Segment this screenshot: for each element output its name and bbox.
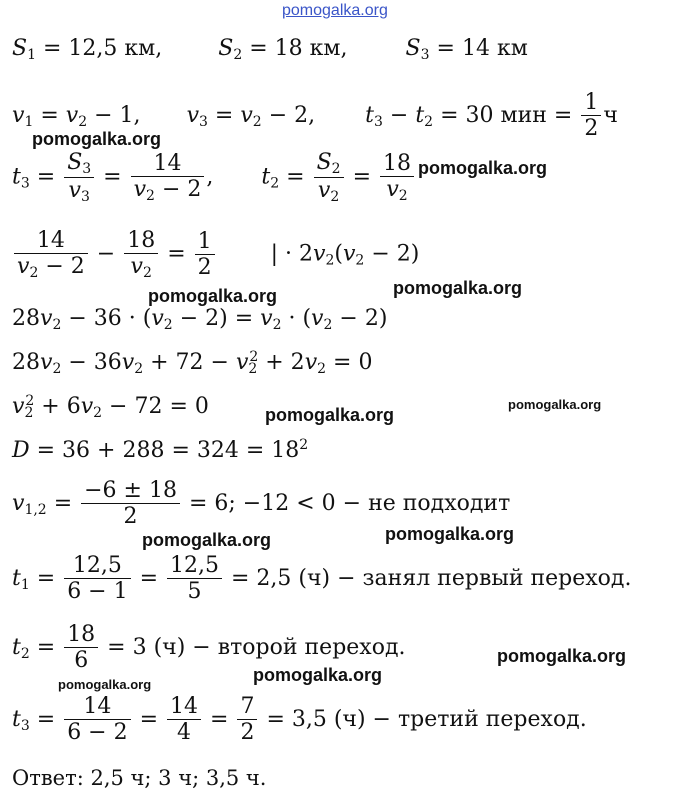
watermark: pomogalka.org bbox=[253, 665, 383, 685]
watermark: pomogalka.org bbox=[58, 677, 152, 692]
line-discriminant: $D = 36 + 288 = 324 = 18^2$ bbox=[12, 437, 309, 463]
watermark: pomogalka.org bbox=[32, 129, 162, 149]
line-t2: $t_2$ = $\frac{18}{6}$ = 3 (ч) − второй переход. bbox=[12, 622, 406, 674]
watermark: pomogalka.org bbox=[148, 286, 278, 306]
line-expanded-2: $28v_2 - 36v_2 + 72 - v_2^2 + 2v_2 = 0$ bbox=[12, 349, 373, 377]
line-given-speeds: $v_1 = v_2 - 1$, $v_3 = v_2 - 2$, $t_3 - t_2 = 30$ мин = $\frac{1}{2}$ ч bbox=[12, 90, 618, 142]
line-expanded-1: $28v_2 - 36 \cdot (v_2 - 2) = v_2 \cdot (v_2 - 2)$ bbox=[12, 306, 388, 333]
fraction-half: $\frac{1}{2}$ bbox=[581, 90, 601, 142]
line-time-expressions: $t_3$ = $\frac{S_3}{v_3}$ = $\frac{14}{v_2 - 2}$ , $t_2$ = $\frac{S_2}{v_2}$ = $\frac{18}{v_2}$ bbox=[12, 150, 416, 205]
answer-line: Ответ: 2,5 ч; 3 ч; 3,5 ч. bbox=[12, 766, 267, 790]
watermark: pomogalka.org bbox=[393, 278, 523, 298]
watermark: pomogalka.org bbox=[508, 397, 602, 412]
line-given-distances: $S_1 = 12,5$ км, $S_2 = 18$ км, $S_3 = 14$ км bbox=[12, 36, 528, 63]
line-t3: $t_3$ = $\frac{14}{6 - 2}$ = $\frac{14}{4}$ = $\frac{7}{2}$ = 3,5 (ч) − третий переход. bbox=[12, 694, 587, 746]
watermark: pomogalka.org bbox=[497, 646, 627, 666]
watermark: pomogalka.org bbox=[385, 524, 515, 544]
watermark-top[interactable]: pomogalka.org bbox=[282, 2, 388, 19]
watermark: pomogalka.org bbox=[142, 530, 272, 550]
line-t1: $t_1$ = $\frac{12,5}{6 - 1}$ = $\frac{12,5}{5}$ = 2,5 (ч) − занял первый переход. bbox=[12, 553, 632, 605]
watermark: pomogalka.org bbox=[418, 158, 548, 178]
watermark: pomogalka.org bbox=[265, 405, 395, 425]
line-equation: $\frac{14}{v_2 - 2}$ − $\frac{18}{v_2}$ = $\frac{1}{2}$ | · $2v_2(v_2 - 2)$ bbox=[12, 228, 419, 281]
line-roots: $v_{1,2}$ = $\frac{-6 \pm 18}{2}$ = 6; −12 < 0 − не подходит bbox=[12, 478, 511, 530]
line-quadratic: $v_2^2 + 6v_2 - 72 = 0$ bbox=[12, 393, 209, 421]
